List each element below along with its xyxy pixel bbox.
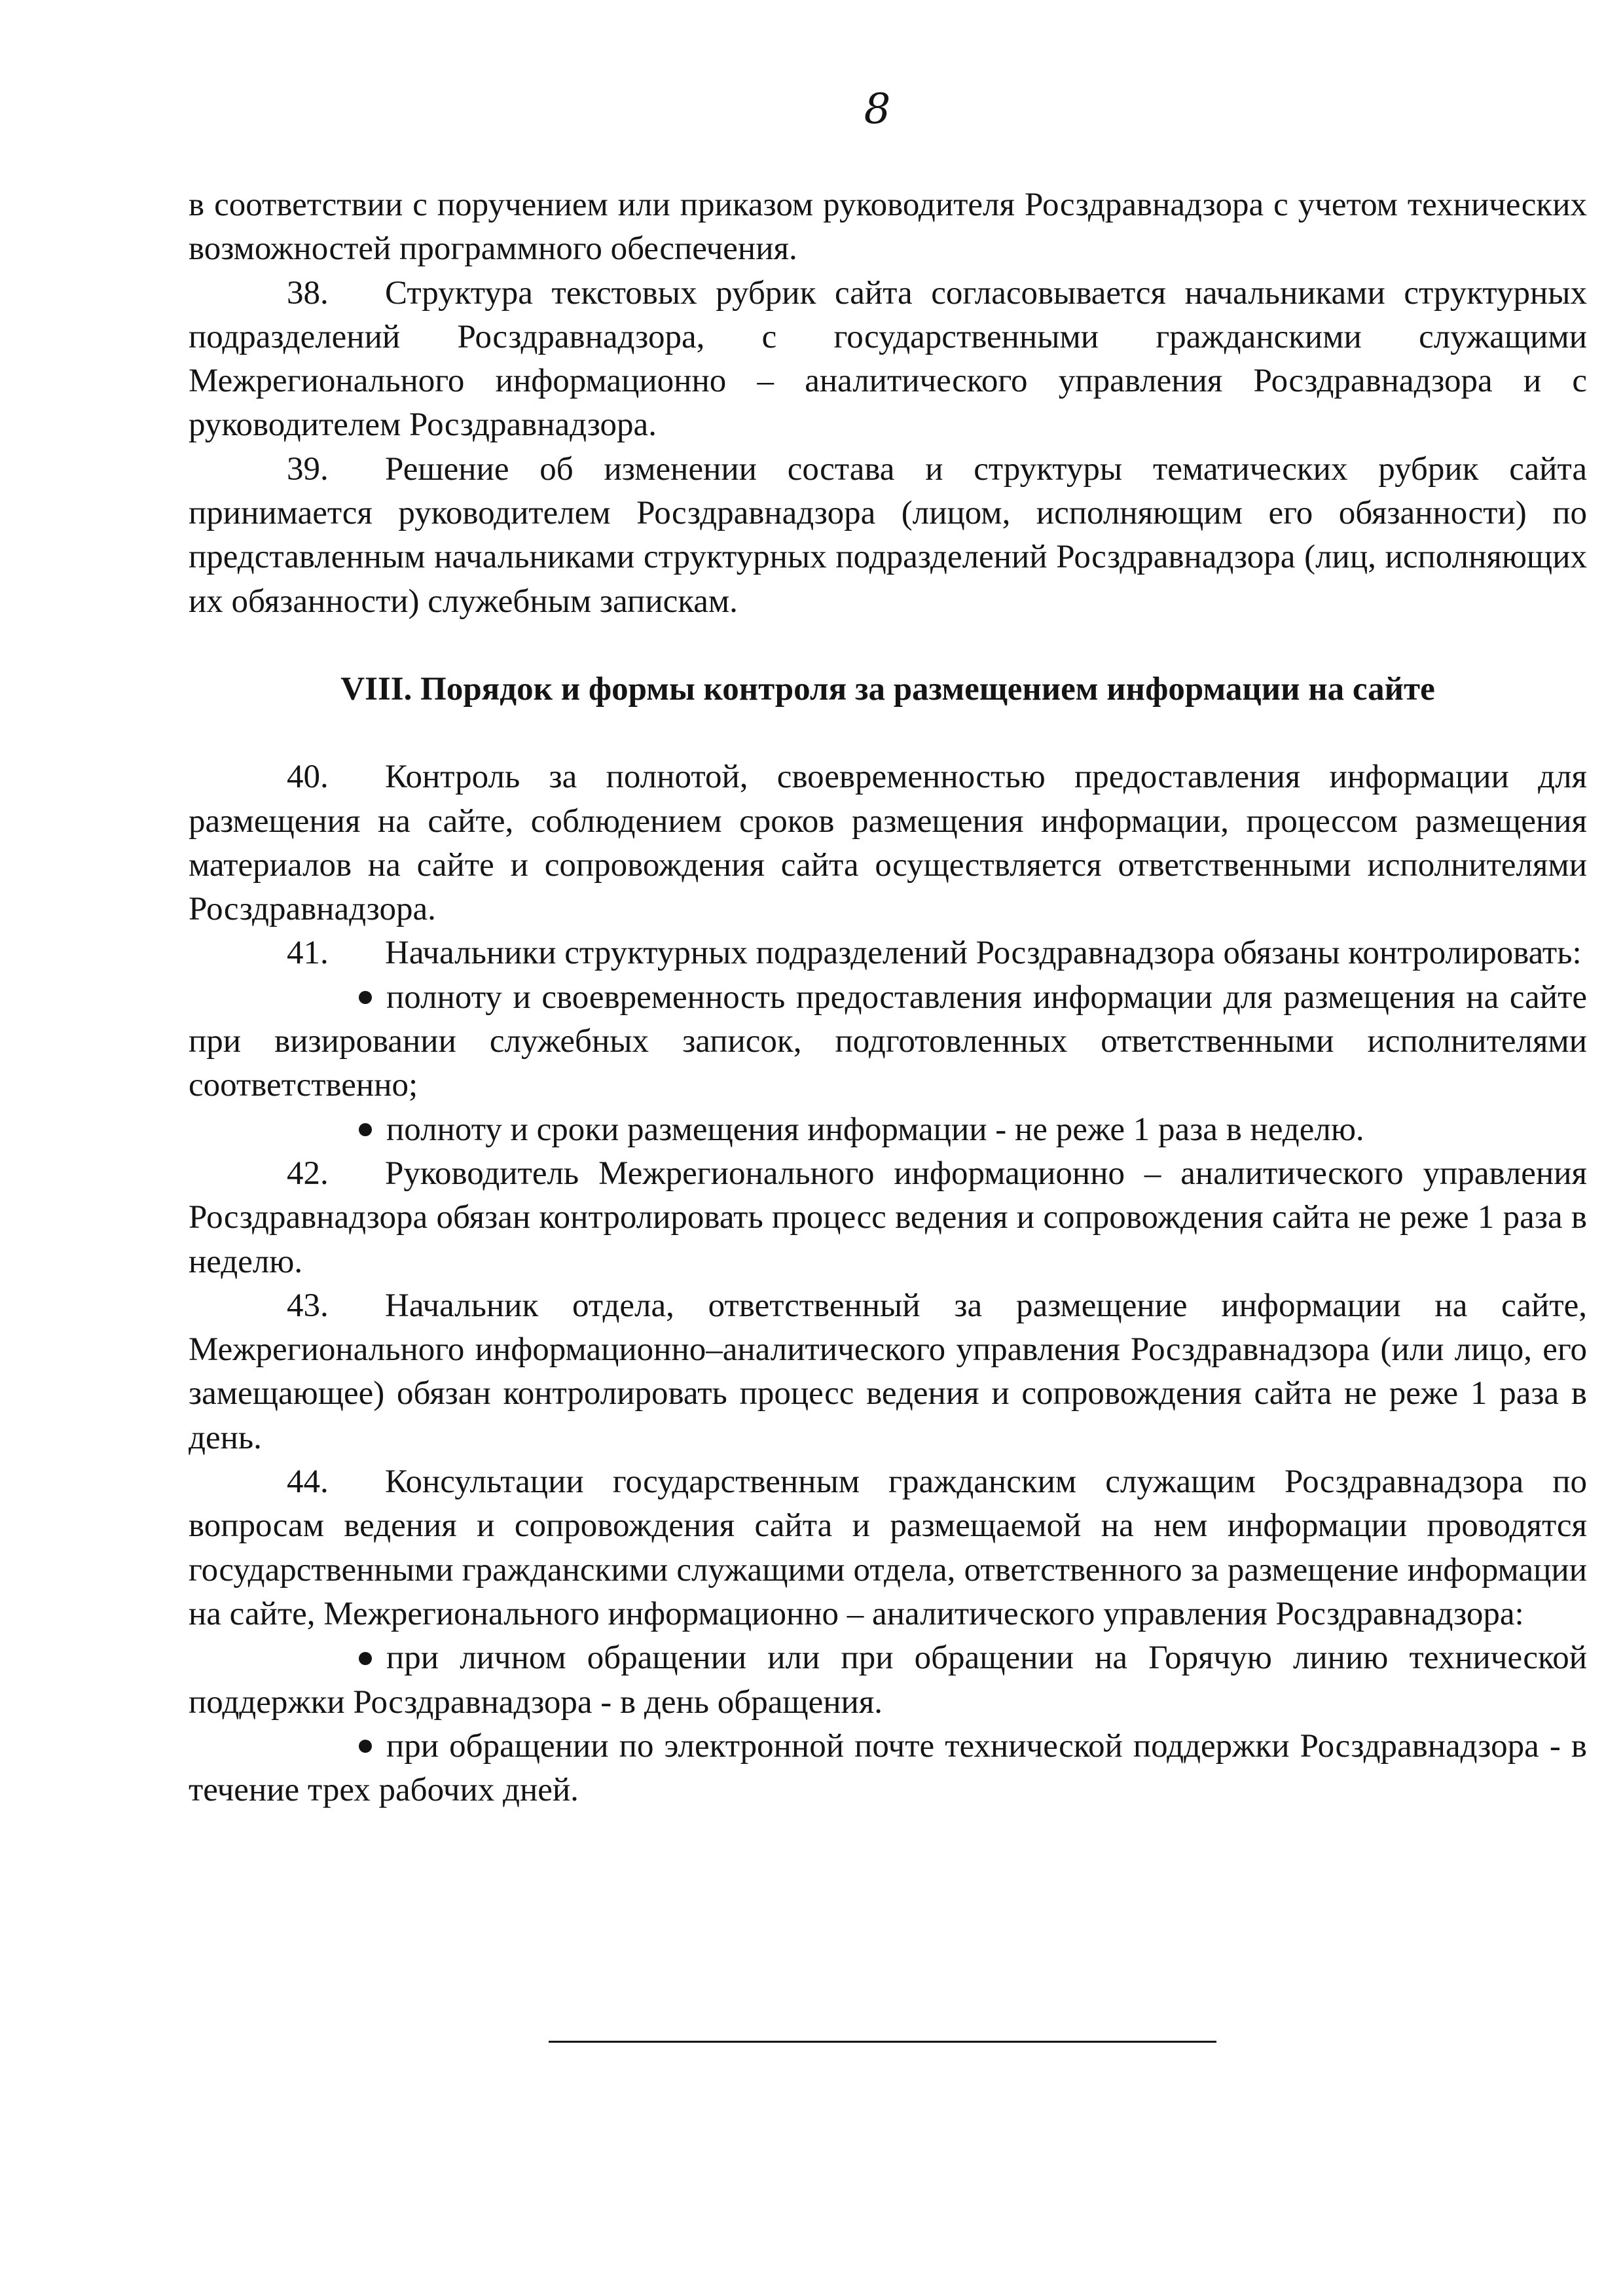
paragraph-text: Структура текстовых рубрик сайта согласовывается начальниками структурных подразделений Росздравнадзора, с государственными гражданскими служащими Межрегионального информационно – аналитического управления Росздравнадзора и с руководителем Росздравнадзора. xyxy=(189,274,1587,444)
paragraph-number: 43. xyxy=(287,1287,329,1324)
paragraph-number: 40. xyxy=(287,759,329,796)
section-heading: VIII. Порядок и формы контроля за размещением информации на сайте xyxy=(340,670,1435,708)
paragraph-number: 39. xyxy=(287,450,329,488)
list-item-text: полноту и сроки размещения информации - не реже 1 раза в неделю. xyxy=(386,1111,1364,1148)
paragraph-text: Начальники структурных подразделений Росздравнадзора обязаны контролировать: xyxy=(385,935,1582,972)
paragraph-text: в соответствии с поручением или приказом руководителя Росздравнадзора с учетом технических возможностей программного обеспечения. xyxy=(189,187,1587,268)
paragraph-42 xyxy=(189,1152,1587,1284)
paragraph-number: 38. xyxy=(287,274,329,312)
paragraph-39 xyxy=(189,448,1587,624)
paragraph-text: Контроль за полнотой, своевременностью предоставления информации для размещения на сайте, соблюдением сроков размещения информации, процессом размещения материалов на сайте и сопровождения сайта осуществляется ответственными исполнителями Росздравнадзора. xyxy=(189,759,1587,928)
list-item xyxy=(189,1636,1587,1725)
paragraph-number: 41. xyxy=(287,935,329,972)
paragraph-40 xyxy=(189,755,1587,931)
list-item xyxy=(189,1725,1587,1813)
list-item-text: полноту и своевременность предоставления информации для размещения на сайте при визировании служебных записок, подготовленных ответственными исполнителями соответственно; xyxy=(189,978,1587,1104)
paragraph-44 xyxy=(189,1460,1587,1636)
paragraph-41 xyxy=(189,931,1587,975)
list-item-text: при личном обращении или при обращении на Горячую линию технической поддержки Росздравнадзора - в день обращения. xyxy=(189,1640,1587,1721)
bullet-icon xyxy=(359,1740,372,1753)
list-item-text: при обращении по электронной почте технической поддержки Росздравнадзора - в течение трех рабочих дней. xyxy=(189,1727,1587,1809)
paragraph-number: 44. xyxy=(287,1463,329,1501)
paragraph-text: Руководитель Межрегионального информационно – аналитического управления Росздравнадзора обязан контролировать процесс ведения и сопровождения сайта не реже 1 раза в неделю. xyxy=(189,1155,1587,1280)
document-body xyxy=(189,183,1587,1812)
list-item xyxy=(189,976,1587,1108)
list-item xyxy=(189,1108,1587,1152)
bullet-icon xyxy=(359,1652,372,1665)
paragraph-text: Консультации государственным гражданским служащим Росздравнадзора по вопросам ведения и сопровождения сайта и размещаемой на нем информации проводятся государственными гражданскими служащими отдела, ответственного за размещение информации на сайте, Межрегионального информационно – аналитического управления Росздравнадзора: xyxy=(189,1463,1587,1632)
paragraph-number: 42. xyxy=(287,1155,329,1192)
paragraph-continuation xyxy=(189,183,1587,272)
page-number: 8 xyxy=(864,85,891,134)
bullet-icon xyxy=(359,991,372,1004)
end-of-document-rule xyxy=(549,2041,1216,2043)
paragraph-38 xyxy=(189,272,1587,448)
bullet-icon xyxy=(359,1123,372,1136)
paragraph-text: Решение об изменении состава и структуры тематических рубрик сайта принимается руководителем Росздравнадзора (лицом, исполняющим его обязанности) по представленным начальниками структурных подразделений Росздравнадзора (лиц, исполняющих их обязанности) служебным запискам. xyxy=(189,450,1587,620)
paragraph-43 xyxy=(189,1284,1587,1460)
paragraph-text: Начальник отдела, ответственный за размещение информации на сайте, Межрегионального информационно–аналитического управления Росздравнадзора (или лицо, его замещающее) обязан контролировать процесс ведения и сопровождения сайта не реже 1 раза в день. xyxy=(189,1287,1587,1456)
